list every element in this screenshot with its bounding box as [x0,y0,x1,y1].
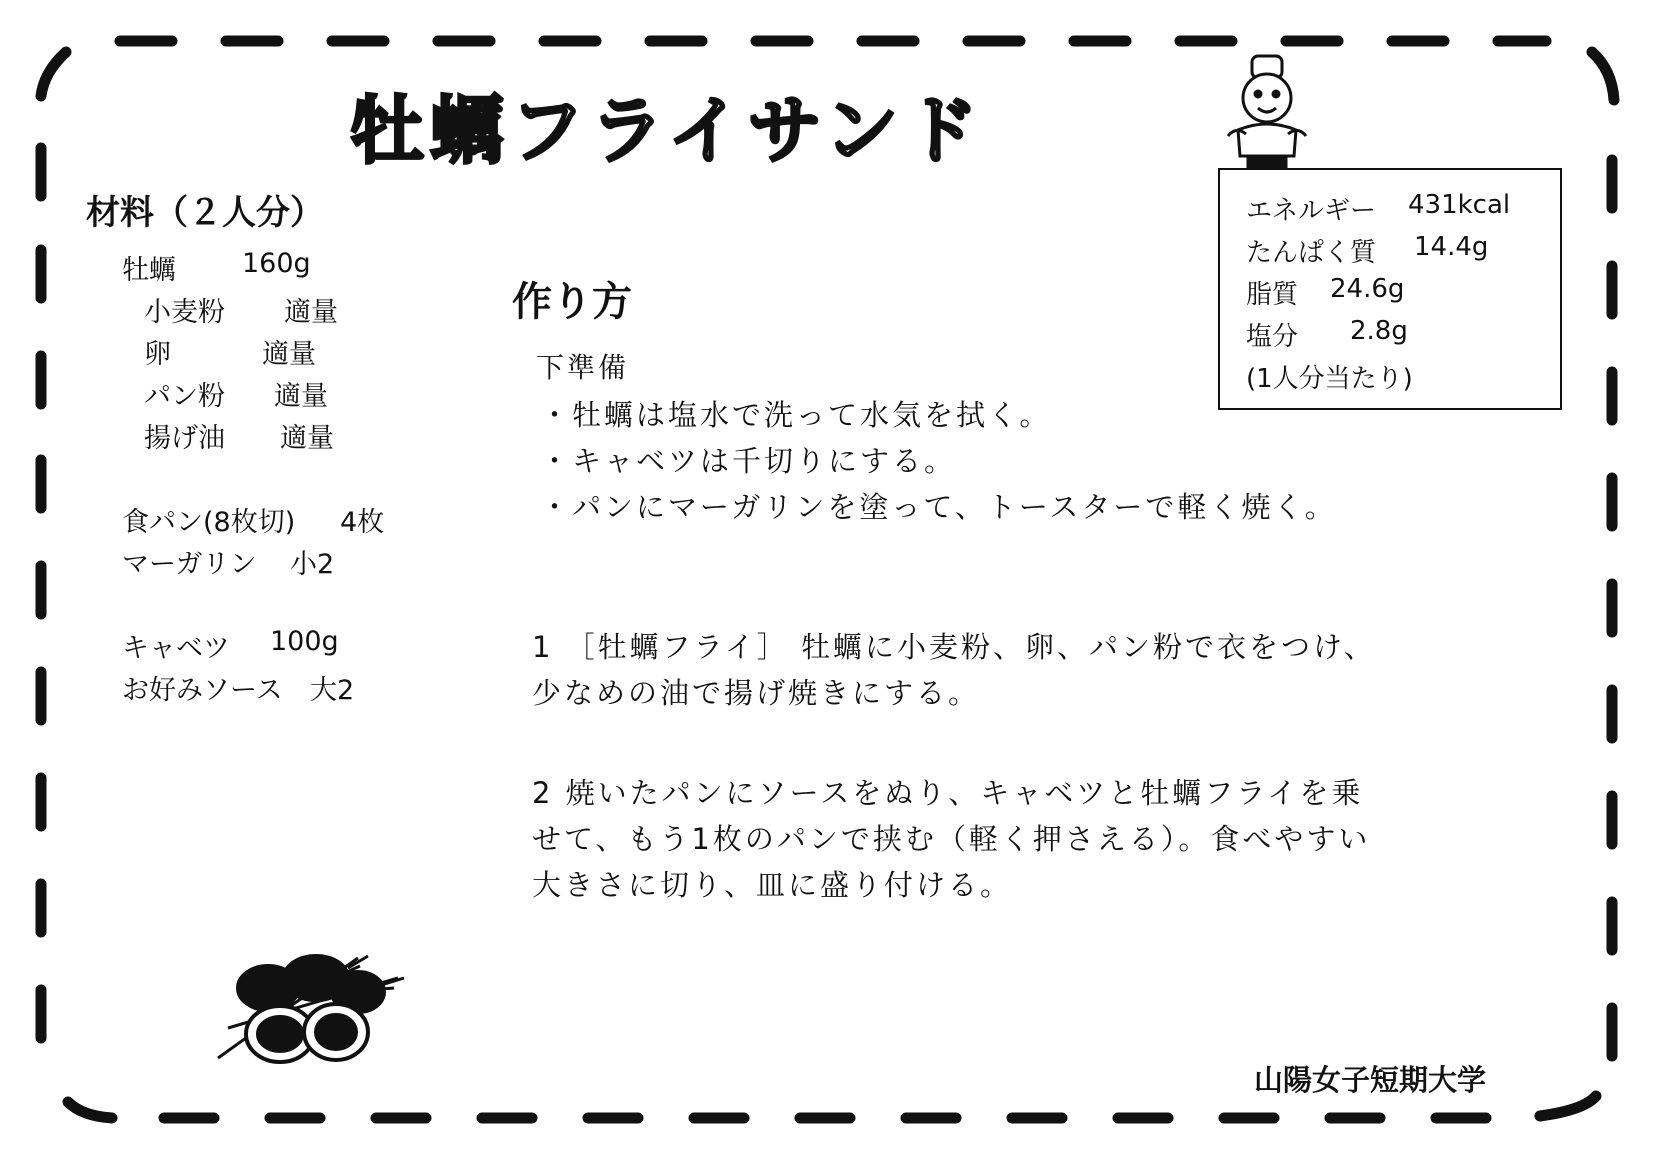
ingredient-item [144,374,328,413]
ingredient-name: マーガリン [122,549,257,580]
ingredient-amount: 160g [242,248,311,279]
nutrition-value: 431kcal [1408,190,1511,220]
ingredient-item [144,332,316,371]
ingredient-name: 食パン(8枚切) [122,507,296,538]
prep-heading: 下準備 [536,351,630,384]
ingredient-amount: 大2 [310,675,355,706]
method-heading: 作り方 [512,279,632,325]
ingredient-item [122,626,339,665]
nutrition-label: エネルギー [1246,196,1377,226]
ingredient-item [144,290,338,329]
ingredient-name: 小麦粉 [144,297,225,328]
ingredient-name: キャベツ [122,633,230,664]
ingredient-amount: 適量 [280,423,334,454]
ingredient-item [122,668,355,707]
prep-line: ・キャベツは千切りにする。 [540,444,957,478]
ingredient-amount: 適量 [262,339,316,370]
nutrition-box [1218,168,1562,410]
page-title: 牡蠣フライサンド [350,88,985,174]
ingredient-name: 卵 [144,339,171,370]
nutrition-label: たんぱく質 [1246,238,1377,268]
ingredient-item [144,416,334,455]
ingredient-name: 牡蠣 [122,255,176,286]
prep-line: ・牡蠣は塩水で洗って水気を拭く。 [540,398,1052,432]
ingredient-amount: 適量 [274,381,328,412]
chef-mascot-icon [1222,52,1312,170]
step-line: 1 ［牡蠣フライ］ 牡蠣に小麦粉、卵、パン粉で衣をつけ、 [532,630,1376,664]
prep-line: ・パンにマーガリンを塗って、トースターで軽く焼く。 [540,490,1337,524]
nutrition-value: 14.4g [1414,232,1489,262]
ingredient-item [122,500,385,539]
nutrition-value: 24.6g [1330,274,1405,304]
step-line: 2 焼いたパンにソースをぬり、キャベツと牡蠣フライを乗 [532,776,1364,810]
ingredient-item [122,248,311,287]
ingredient-amount: 100g [270,626,339,657]
nutrition-label: 脂質 [1246,280,1299,310]
ingredient-amount: 適量 [284,297,338,328]
step-line: 少なめの油で揚げ焼きにする。 [532,676,981,710]
ingredient-name: 揚げ油 [144,423,225,454]
nutrition-row [1246,232,1489,269]
nutrition-row [1246,190,1511,227]
ingredient-amount: 小2 [290,549,335,580]
ingredients-heading: 材料（２人分） [86,193,324,233]
oysters-icon [208,948,428,1078]
step-line: せて、もう1枚のパンで挟む（軽く押さえる）。食べやすい [532,822,1371,856]
nutrition-value: 2.8g [1350,316,1408,346]
step-line: 大きさに切り、皿に盛り付ける。 [532,868,1013,902]
nutrition-label: 塩分 [1246,322,1299,352]
nutrition-note: (1人分当たり) [1246,364,1413,394]
nutrition-row [1246,316,1408,353]
ingredient-name: パン粉 [144,381,225,412]
ingredient-amount: 4枚 [340,507,385,538]
nutrition-row [1246,274,1405,311]
ingredient-name: お好みソース [122,675,283,706]
ingredient-item [122,542,335,581]
footer-institution: 山陽女子短期大学 [1254,1063,1487,1097]
